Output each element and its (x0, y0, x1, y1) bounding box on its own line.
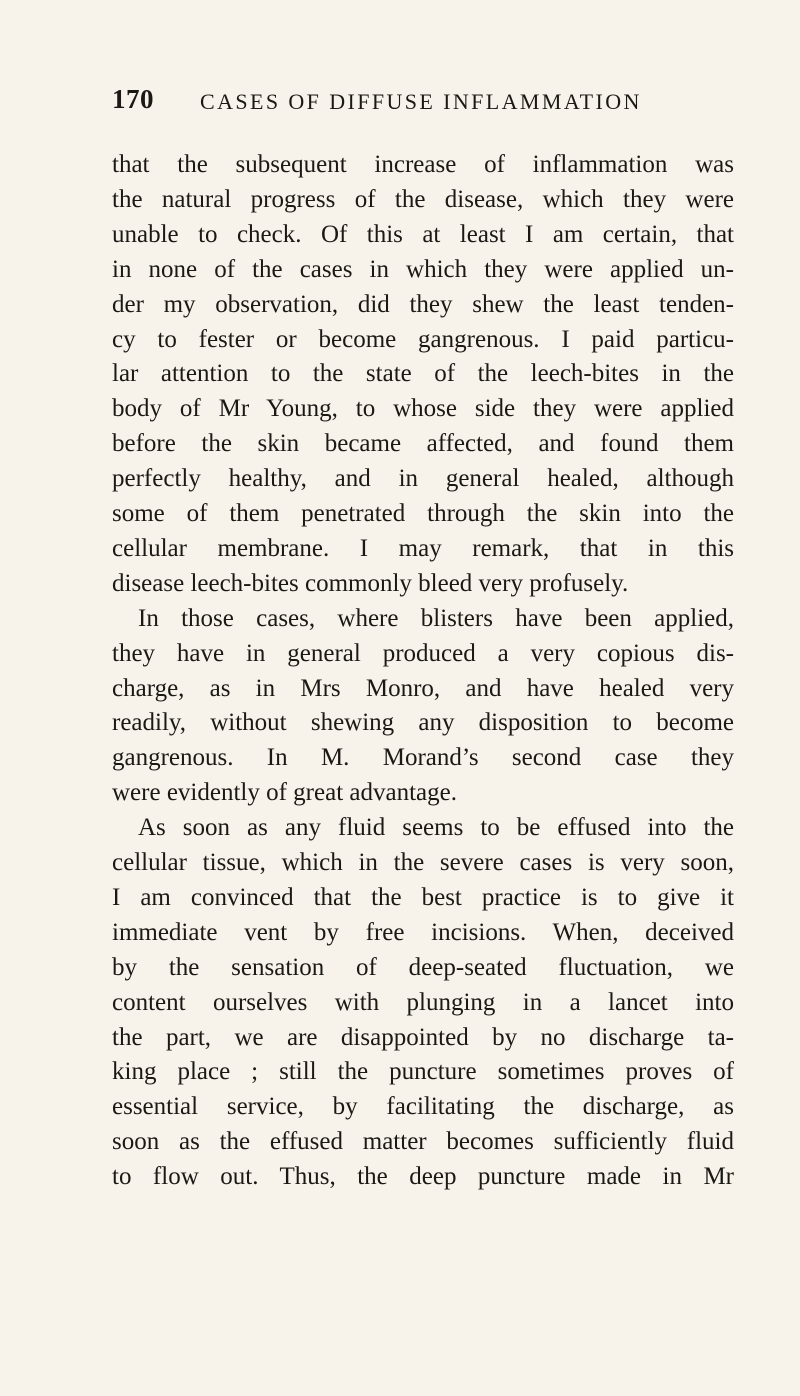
text-line: unable to check. Of this at least I am certain, that (112, 220, 734, 248)
text-line: I am convinced that the best practice is to give it (112, 883, 734, 911)
text-line: immediate vent by free incisions. When, deceived (112, 918, 734, 946)
text-line: perfectly healthy, and in general healed, although (112, 465, 734, 493)
text-line: content ourselves with plunging in a lancet into (112, 988, 734, 1016)
text-line: gangrenous. In M. Morand’s second case they (112, 744, 734, 772)
text-line: the part, we are disappointed by no discharge ta- (112, 1023, 734, 1051)
text-line: In those cases, where blisters have been applied, (138, 604, 734, 632)
text-line: cellular tissue, which in the severe cases is very soon, (112, 849, 734, 876)
text-line: soon as the effused matter becomes sufficiently fluid (112, 1128, 734, 1156)
text-line: charge, as in Mrs Monro, and have healed very (112, 674, 734, 702)
text-line: cellular membrane. I may remark, that in this (112, 534, 734, 562)
text-line: lar attention to the state of the leech-bites in the (112, 360, 734, 388)
text-line: by the sensation of deep-seated fluctuation, we (112, 953, 734, 981)
text-line: to flow out. Thus, the deep puncture made in Mr (112, 1163, 734, 1191)
text-line: they have in general produced a very copious dis- (112, 639, 734, 667)
text-line: that the subsequent increase of inflammation was (112, 151, 734, 178)
text-line: disease leech-bites commonly bleed very profusely. (112, 569, 629, 597)
text-line: some of them penetrated through the skin into the (112, 500, 734, 527)
text-line: essential service, by facilitating the discharge, as (112, 1093, 734, 1121)
text-line: the natural progress of the disease, which they were (112, 185, 734, 213)
page-number: 170 (112, 84, 154, 114)
text-line: were evidently of great advantage. (112, 779, 457, 807)
text-line: king place ; still the puncture sometimes proves of (112, 1058, 734, 1086)
text-line: cy to fester or become gangrenous. I paid particu- (112, 325, 734, 353)
text-line: der my observation, did they shew the least tenden- (112, 290, 734, 318)
text-line: readily, without shewing any disposition to become (112, 709, 734, 737)
text-line: As soon as any fluid seems to be effused into the (138, 814, 734, 842)
text-line: in none of the cases in which they were applied un- (112, 255, 734, 283)
page-header (112, 84, 732, 124)
text-line: before the skin became affected, and found them (112, 430, 734, 458)
running-head: CASES OF DIFFUSE INFLAMMATION (200, 89, 642, 114)
text-line: body of Mr Young, to whose side they were applied (112, 395, 734, 423)
